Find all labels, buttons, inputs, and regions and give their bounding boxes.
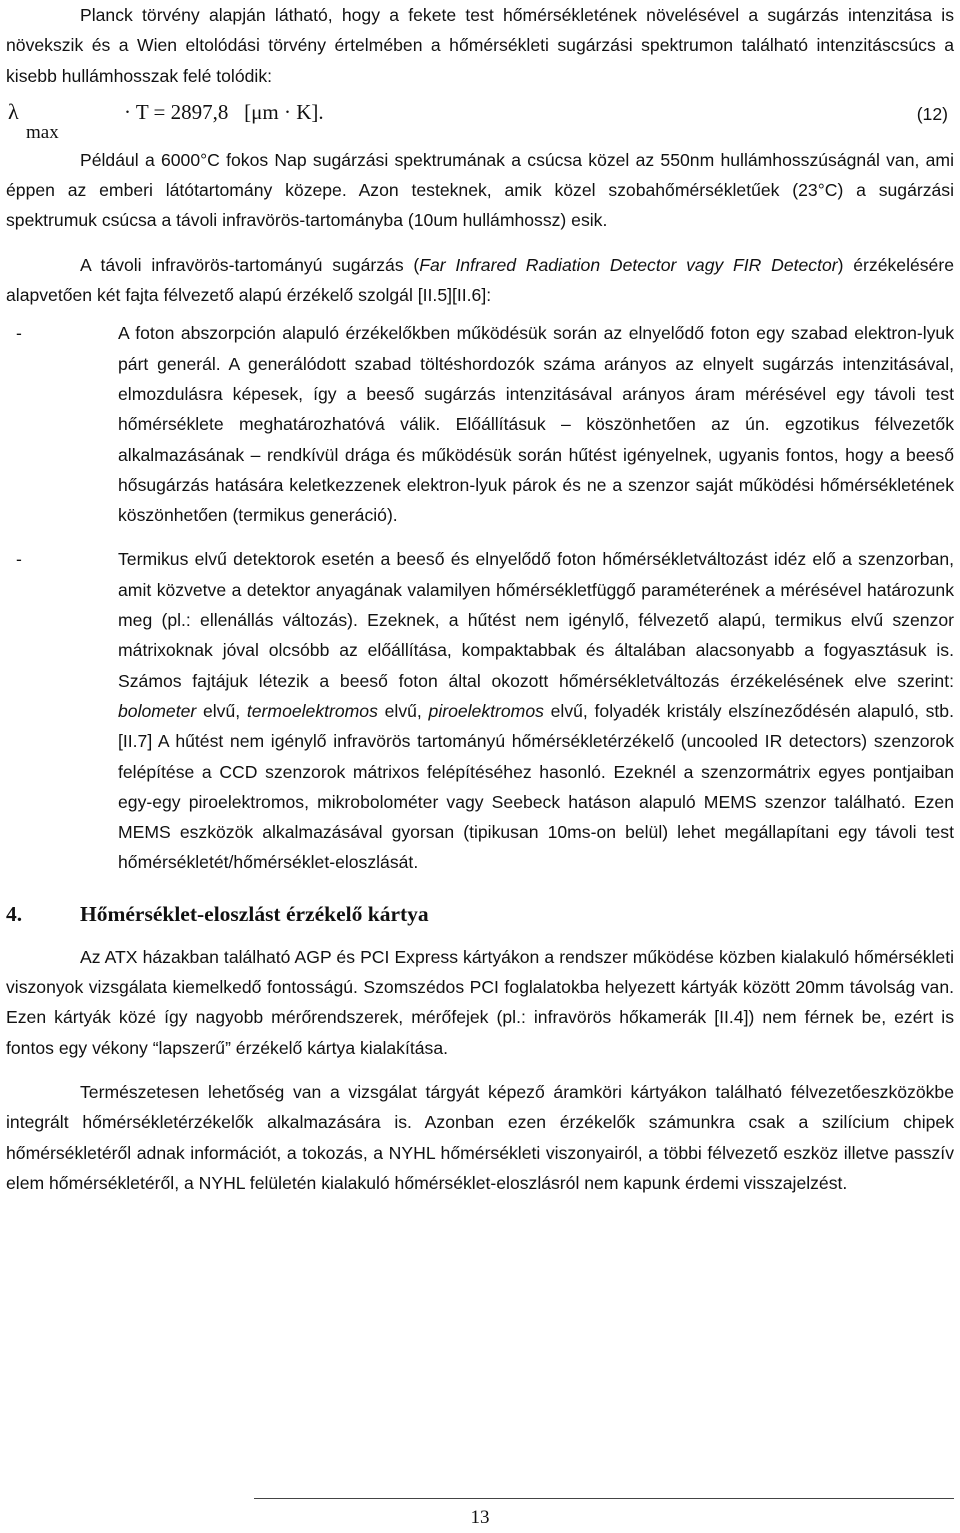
bullet-thermal-text-c: elvű,	[377, 700, 429, 721]
intro-paragraph: Planck törvény alapján látható, hogy a fekete test hőmérsékletének növelésével a sugárzás intenzitása is növekszik és a Wien eltolódási törvény értelmében a hőmérsékleti sugárzási spektrumon található intenzitáscsúcs a kisebb hullámhosszak felé tolódik:	[6, 5, 954, 86]
atx-paragraph: Az ATX házakban található AGP és PCI Express kártyákon a rendszer működése közben kialakuló hőmérsékleti viszonyok vizsgálata kiemelkedő fontosságú. Szomszédos PCI foglalatokba helyezett kártyák között 20mm távolság van. Ezen kártyák közé így nagyobb mérőrendszerek, mérőfejek (pl.: infravörös hőkamerák [II.4]) nem férnek be, ezért is fontos egy vékony “lapszerű” érzékelő kártya kialakítása.	[6, 946, 954, 1058]
footer-divider	[254, 1498, 954, 1499]
bullet-thermal-text-d: elvű, folyadék kristály elszíneződésén alapuló, stb.[II.7] A hűtést nem igénylő infravörös tartományú hőmérsékletérzékelő (uncooled IR detectors) szenzorok felépítése a CCD szenzorok mátrixos felépítéséhez hasonló. Ezeknél a szenzormátrix egyes pontjaiban egy-egy piroelektromos, mikrobolométer vagy Seebeck hatáson alapuló MEMS szenzor található. Ezen MEMS eszközök alkalmazásával gyorsan (tipikusan 10ms-on belül) lehet megállapítani egy távoli test hőmérsékletét/hőmérséklet-eloszlását.	[118, 700, 954, 873]
sun-example-paragraph: Például a 6000°C fokos Nap sugárzási spektrumának a csúcsa közel az 550nm hullámhosszúságnál van, ami éppen az emberi látótartomány közepe. Azon testeknek, amik közel szobahőmérsékletűek (23°C) a sugárzási spektrumuk csúcsa a távoli infravörös-tartományba (10um hullámhossz) esik.	[6, 149, 954, 231]
formula-expression: · T = 2897,8 [μm · K].	[124, 99, 324, 124]
bullet-dash: -	[16, 549, 22, 570]
equation-number: (12)	[916, 103, 948, 124]
wien-formula	[6, 93, 954, 145]
section-number: 4.	[6, 901, 23, 926]
formula-subscript: max	[26, 121, 59, 143]
section-heading	[6, 894, 954, 934]
page-number: 13	[470, 1507, 490, 1528]
fir-text-1: A távoli infravörös-tartományú sugárzás (	[80, 254, 420, 275]
bullet-photon-text: A foton abszorpción alapuló érzékelőkben működésük során az elnyelődő foton egy szabad elektron-lyuk párt generál. A generálódott szabad töltéshordozók száma arányos az elnyelt sugárzás intenzitásával, elmozdulásra képesek, így a beeső sugárzás intenzitásával arányos áram mérésével egy távoli test hőmérséklete meghatározhatóvá válik. Előállításuk – köszönhetően az ún. egzotikus félvezetők alkalmazásának – rendkívül drága és működésük során hűtést igényelnek, ugyanis fontos, hogy a beeső hősugárzás hatására keletkezzenek elektron-lyuk párok és ne a szenzor saját működési hőmérsékletének köszönhetően (termikus generáció).	[118, 323, 954, 526]
formula-lambda: λ	[8, 98, 19, 124]
bullet-dash: -	[16, 323, 22, 344]
fir-text-2: ) érzékelésére alapvetően két fajta félvezető alapú érzékelő szolgál [II.5][II.6]:	[6, 254, 954, 306]
fir-italic-text: Far Infrared Radiation Detector vagy FIR Detector	[419, 254, 838, 275]
fir-paragraph	[6, 250, 954, 311]
bolometer-term: bolometer	[118, 700, 197, 721]
bullet-thermal-text-a: Termikus elvű detektorok esetén a beeső és elnyelődő foton hőmérsékletváltozást idéz elő a szenzorban, amit közvetve a detektor anyagának valamilyen hőmérsékletfüggő paraméterének a mérésével határozunk meg (pl.: ellenállás változás). Ezeknek, a hűtést nem igénylő, félvezető alapú, termikus elvű szenzor mátrixoknak jóval olcsóbb az előállítása, kompaktabbak és általában alacsonyabb a fogyasztásuk is. Számos fajtájuk létezik a beeső foton által okozott hőmérsékletváltozás érzékelésének elve szerint:	[118, 549, 954, 691]
bullet-thermal-text-b: elvű,	[196, 700, 247, 721]
bullet-thermal-detectors	[6, 544, 954, 877]
piroelektromos-term: piroelektromos	[428, 700, 544, 721]
section-title: Hőmérséklet-eloszlást érzékelő kártya	[80, 901, 429, 926]
natural-sensors-paragraph: Természetesen lehetőség van a vizsgálat tárgyát képező áramköri kártyákon található félvezetőeszközökbe integrált hőmérsékletérzékelők alkalmazására is. Azonban ezen érzékelők számunkra csak a szilícium chipek hőmérsékletéről adnak információt, a tokozás, a NYHL hőmérsékleti viszonyairól, a többi félvezető eszköz illetve passzív elem hőmérsékletéről, a NYHL felületén kialakuló hőmérséklet-eloszlásról nem kapunk érdemi visszajelzést.	[6, 1081, 954, 1193]
bullet-photon-detectors	[6, 318, 954, 530]
termoelektromos-term: termoelektromos	[246, 700, 378, 721]
